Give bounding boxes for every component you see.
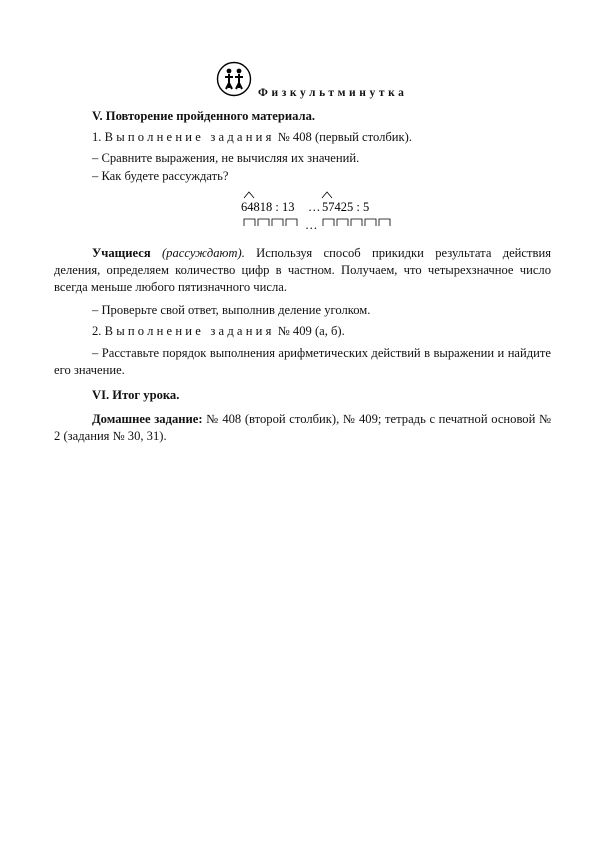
answer-note: (рассуждают). — [161, 246, 245, 260]
task-1-rest: № 408 (первый столбик). — [274, 130, 413, 144]
estimate-mark-left — [244, 192, 254, 198]
answer-text: Используя способ прикидки результата действия деления, определяем количество цифр в частном. Получаем, что четырехзначное число всегда меньше любого пятизначного числа. — [54, 246, 551, 294]
task-2-rest: № 409 (а, б). — [274, 324, 345, 338]
estimate-mark-right — [322, 192, 332, 198]
task-2-prefix: 2. — [92, 324, 105, 338]
check-instruction: – Проверьте свой ответ, выполнив деление уголком. — [92, 303, 371, 317]
homework-label: Домашнее задание: — [92, 412, 203, 426]
homework — [54, 411, 551, 445]
task-2-line — [54, 323, 551, 340]
two-figures-icon — [216, 61, 252, 97]
task-1-line — [54, 129, 551, 146]
task-1-prefix: 1. — [92, 130, 105, 144]
task-1-word: Выполнение задания — [104, 130, 275, 144]
digit-boxes-left — [244, 219, 297, 226]
page-title: Физкультминутка — [258, 87, 408, 99]
section-heading-5: V. Повторение пройденного материала. — [92, 109, 316, 123]
question-2: – Как будете рассуждать? — [92, 169, 229, 183]
expression-left: 64818 : 13 — [241, 200, 295, 214]
expression-dots: … — [308, 200, 321, 214]
answer-label: Учащиеся — [92, 246, 151, 260]
task-2-word: Выполнение задания — [104, 324, 275, 338]
bottom-dots: … — [305, 218, 318, 232]
comparison-expression — [238, 188, 398, 234]
homework-text: № 408 (второй столбик), № 409; тетрадь с печатной основой № 2 (задания № 30, 31). — [54, 412, 551, 443]
student-answer — [54, 245, 551, 296]
question-1: – Сравните выражения, не вычисляя их значений. — [92, 151, 360, 165]
expression-right: 57425 : 5 — [322, 200, 370, 214]
task-2-instruction: – Расставьте порядок выполнения арифметических действий в выражении и найдите его значение. — [54, 346, 551, 377]
digit-boxes-right — [323, 219, 390, 226]
section-heading-6: VI. Итог урока. — [92, 388, 180, 402]
